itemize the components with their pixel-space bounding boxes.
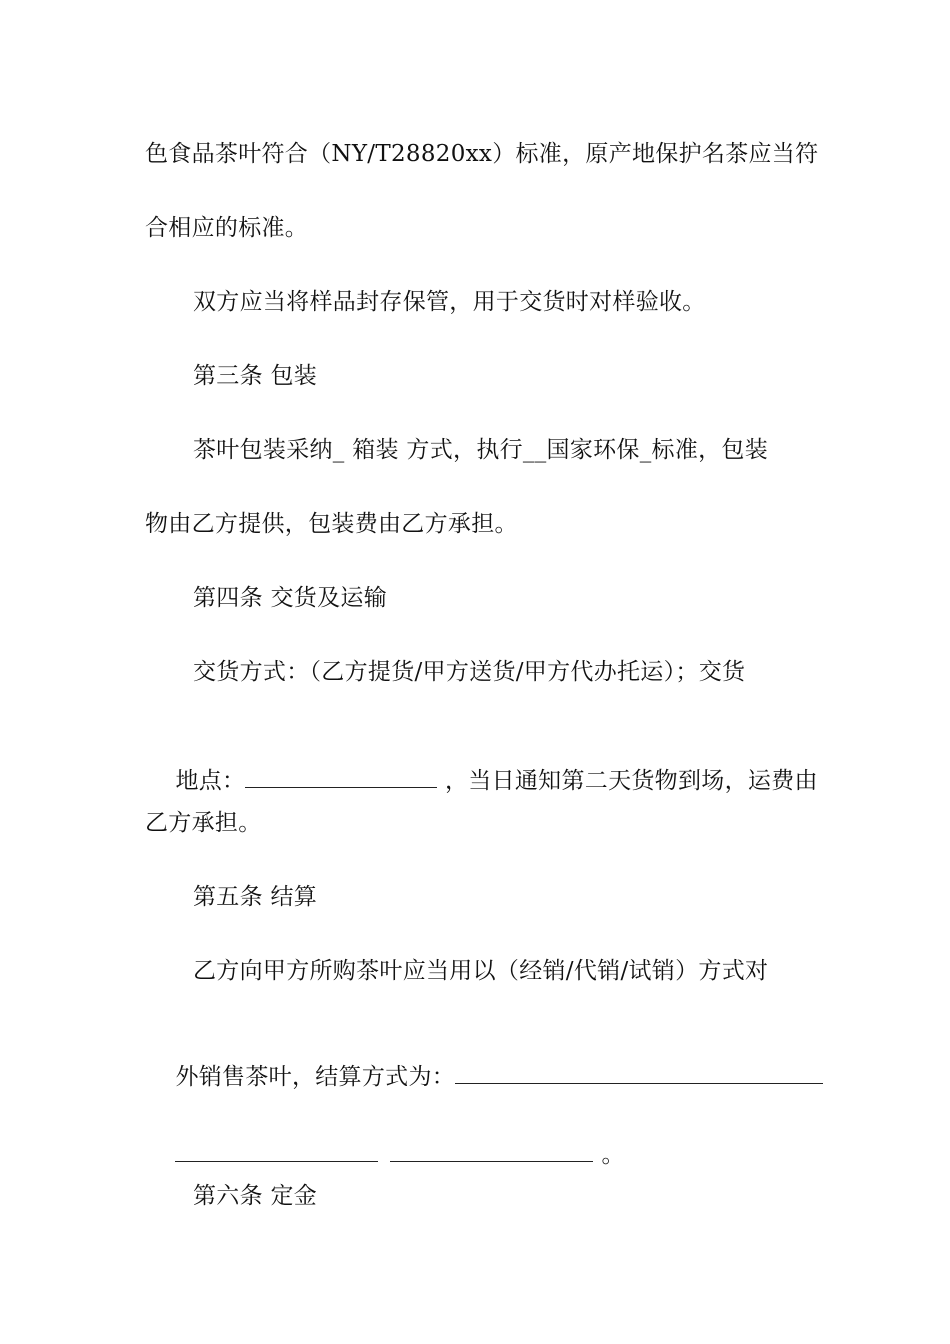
paragraph-line: 合相应的标准。	[145, 215, 309, 241]
settlement-blank-2	[175, 1139, 378, 1162]
paragraph-line: 交货方式：（乙方提货/甲方送货/甲方代办托运）；交货	[193, 659, 746, 685]
settlement-label: 外销售茶叶，结算方式为：	[175, 1064, 456, 1090]
paragraph-line: 乙方向甲方所购茶叶应当用以（经销/代销/试销）方式对	[193, 958, 769, 984]
settlement-blank	[455, 1061, 823, 1084]
delivery-location-rest: ，当日通知第二天货物到场，运费由	[437, 768, 818, 794]
article-heading-5: 第五条 结算	[193, 884, 318, 910]
settlement-blank-3	[390, 1139, 593, 1162]
paragraph-line: 乙方承担。	[145, 810, 262, 836]
paragraph-line: 茶叶包装采纳_ 箱装 方式，执行__国家环保_标准，包装	[193, 437, 769, 463]
article-heading-6: 第六条 定金	[193, 1183, 318, 1209]
delivery-location-blank	[245, 765, 437, 788]
delivery-location-label: 地点：	[175, 768, 246, 794]
period: 。	[601, 1142, 625, 1168]
paragraph-line: 色食品茶叶符合（NY/T28820xx）标准，原产地保护名茶应当符	[145, 141, 819, 167]
paragraph-line: 物由乙方提供，包装费由乙方承担。	[145, 511, 518, 537]
paragraph-line: 双方应当将样品封存保管，用于交货时对样验收。	[193, 289, 706, 315]
article-heading-3: 第三条 包装	[193, 363, 318, 389]
article-heading-4: 第四条 交货及运输	[193, 585, 388, 611]
